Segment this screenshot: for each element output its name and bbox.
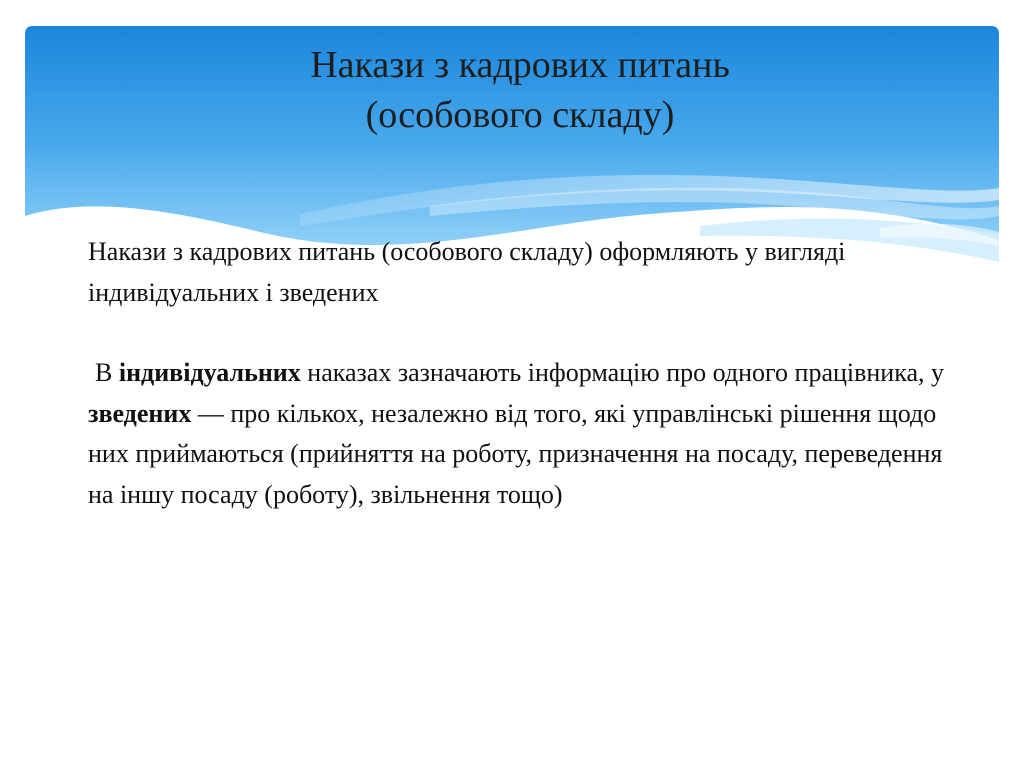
slide-title bbox=[130, 40, 910, 140]
p2-text-1: В bbox=[95, 358, 119, 387]
title-line-2: (особового складу) bbox=[365, 94, 675, 136]
p2-text-3: — про кількох, незалежно від того, які управлінські рішення щодо них приймаються (прийняття на роботу, призначення на посаду, переведення на іншу посаду (роботу), звільнення тощо) bbox=[88, 398, 943, 509]
body-paragraph-1: Накази з кадрових питань (особового складу) оформляють у вигляді індивідуальних і зведених bbox=[88, 237, 846, 307]
body-paragraph-2 bbox=[88, 353, 968, 515]
p2-bold-individual: індивідуальних bbox=[118, 358, 301, 387]
p2-text-2: наказах зазначають інформацію про одного працівника, у bbox=[300, 358, 945, 387]
title-line-1: Накази з кадрових питань bbox=[310, 44, 730, 86]
p2-bold-summary: зведених bbox=[88, 398, 192, 428]
slide-body bbox=[88, 232, 968, 515]
